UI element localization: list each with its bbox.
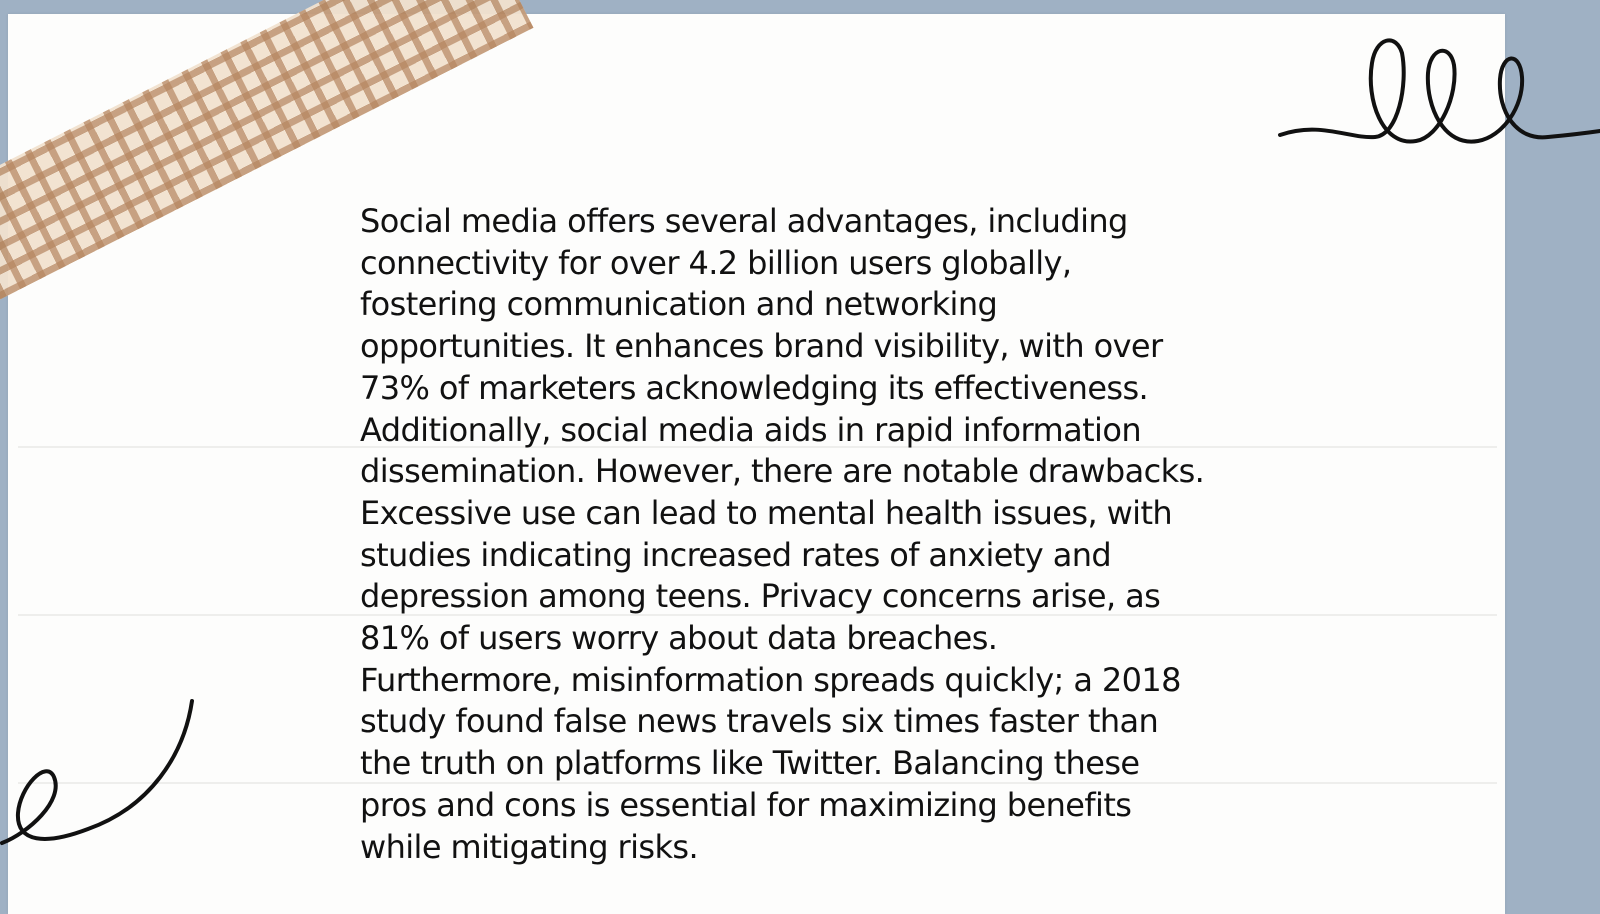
- body-text: Social media offers several advantages, including connectivity for over 4.2 billion users globally, fostering communication and networking opportunities. It enhances brand visibility, with over 73% of marketers acknowledging its effectiveness. Additionally, social media aids in rapid information dissemination. However, there are notable drawbacks. Excessive use can lead to mental health issues, with studies indicating increased rates of anxiety and depression among teens. Privacy concerns arise, as 81% of users worry about data breaches. Furthermore, misinformation spreads quickly; a 2018 study found false news travels six times faster than the truth on platforms like Twitter. Balancing these pros and cons is essential for maximizing benefits while mitigating risks.: [360, 202, 1205, 866]
- loop-swirl-icon: [0, 695, 200, 855]
- loop-squiggle-icon: [1280, 25, 1600, 170]
